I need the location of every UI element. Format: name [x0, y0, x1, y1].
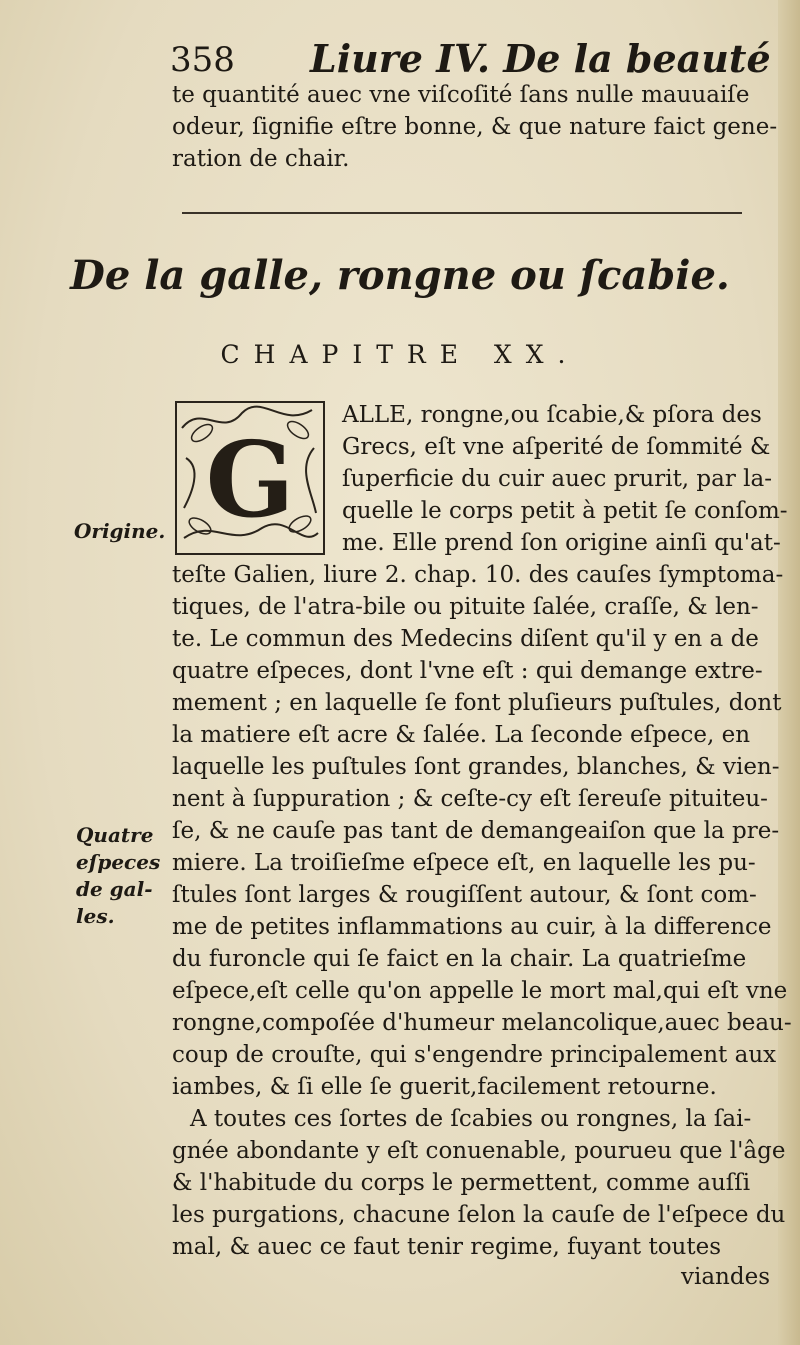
- body-line: ſtules ſont larges & rougiſſent autour, & ſont com-: [172, 882, 757, 908]
- margin-note-line: les.: [76, 904, 115, 928]
- body-line: quelle le corps petit à petit ſe conſom-: [342, 498, 788, 524]
- body-line: & l'habitude du corps le permettent, comme auſſi: [172, 1170, 751, 1196]
- body-line: laquelle les puſtules ſont grandes, blanches, & vien-: [172, 754, 780, 780]
- running-header: [170, 36, 770, 86]
- body-line: iambes, & ſi elle ſe guerit,facilement retourne.: [172, 1074, 717, 1100]
- body-line: coup de crouſte, qui s'engendre principalement aux: [172, 1042, 777, 1068]
- chapter-title: De la galle, rongne ou ſcabie.: [70, 252, 730, 299]
- body-line: mement ; en laquelle ſe font pluſieurs puſtules, dont: [172, 690, 782, 716]
- page-number: 358: [170, 40, 235, 80]
- margin-note-line: Quatre: [76, 823, 154, 847]
- intro-line: odeur, ſignifie eſtre bonne, & que nature faict gene-: [172, 114, 778, 140]
- body-line: ſe, & ne cauſe pas tant de demangeaiſon que la pre-: [172, 818, 780, 844]
- body-line: teſte Galien, liure 2. chap. 10. des cauſes ſymptoma-: [172, 562, 784, 588]
- intro-line: ration de chair.: [172, 146, 350, 172]
- body-line: me. Elle prend ſon origine ainſi qu'at-: [342, 530, 781, 556]
- drop-cap-letter: G: [205, 418, 295, 541]
- margin-note-quatre-especes: [76, 822, 160, 930]
- body-line: ſuperficie du cuir auec prurit, par la-: [342, 466, 773, 492]
- body-line: ALLE, rongne,ou ſcabie,& pſora des: [342, 402, 762, 428]
- body-line: gnée abondante y eſt conuenable, pourueu que l'âge: [172, 1138, 786, 1164]
- section-rule: [182, 212, 742, 214]
- body-line: mal, & auec ce faut tenir regime, fuyant toutes: [172, 1234, 722, 1260]
- body-line: tiques, de l'atra-bile ou pituite ſalée, craſſe, & len-: [172, 594, 759, 620]
- body-line: rongne,compoſée d'humeur melancolique,auec beau-: [172, 1010, 792, 1036]
- body-line: miere. La troiſieſme eſpece eſt, en laquelle les pu-: [172, 850, 756, 876]
- body-line: du furoncle qui ſe faict en la chair. La quatrieſme: [172, 946, 747, 972]
- catchword: viandes: [680, 1264, 770, 1290]
- body-line: me de petites inflammations au cuir, à la difference: [172, 914, 772, 940]
- body-line: quatre eſpeces, dont l'vne eſt : qui demange extre-: [172, 658, 763, 684]
- body-line: la matiere eſt acre & ſalée. La ſeconde eſpece, en: [172, 722, 751, 748]
- body-line: A toutes ces ſortes de ſcabies ou rongnes, la ſai-: [190, 1106, 752, 1132]
- running-title: Liure IV. De la beauté: [310, 36, 771, 81]
- body-line: les purgations, chacune ſelon la cauſe de l'eſpece du: [172, 1202, 786, 1228]
- margin-note-line: eſpeces: [76, 850, 161, 874]
- margin-note-origine: Origine.: [74, 519, 166, 543]
- body-line: te. Le commun des Medecins diſent qu'il y en a de: [172, 626, 759, 652]
- body-line: Grecs, eſt vne aſperité de ſommité &: [342, 434, 771, 460]
- ornamental-drop-cap: [172, 398, 328, 558]
- body-line: eſpece,eſt celle qu'on appelle le mort mal,qui eſt vne: [172, 978, 788, 1004]
- chapter-number: CHAPITRE XX.: [220, 340, 580, 369]
- margin-note-line: de gal-: [76, 877, 153, 901]
- body-line: nent à ſuppuration ; & ceſte-cy eſt ſereuſe pituiteu-: [172, 786, 768, 812]
- intro-line: te quantité auec vne viſcoſité ſans nulle mauuaiſe: [172, 82, 750, 108]
